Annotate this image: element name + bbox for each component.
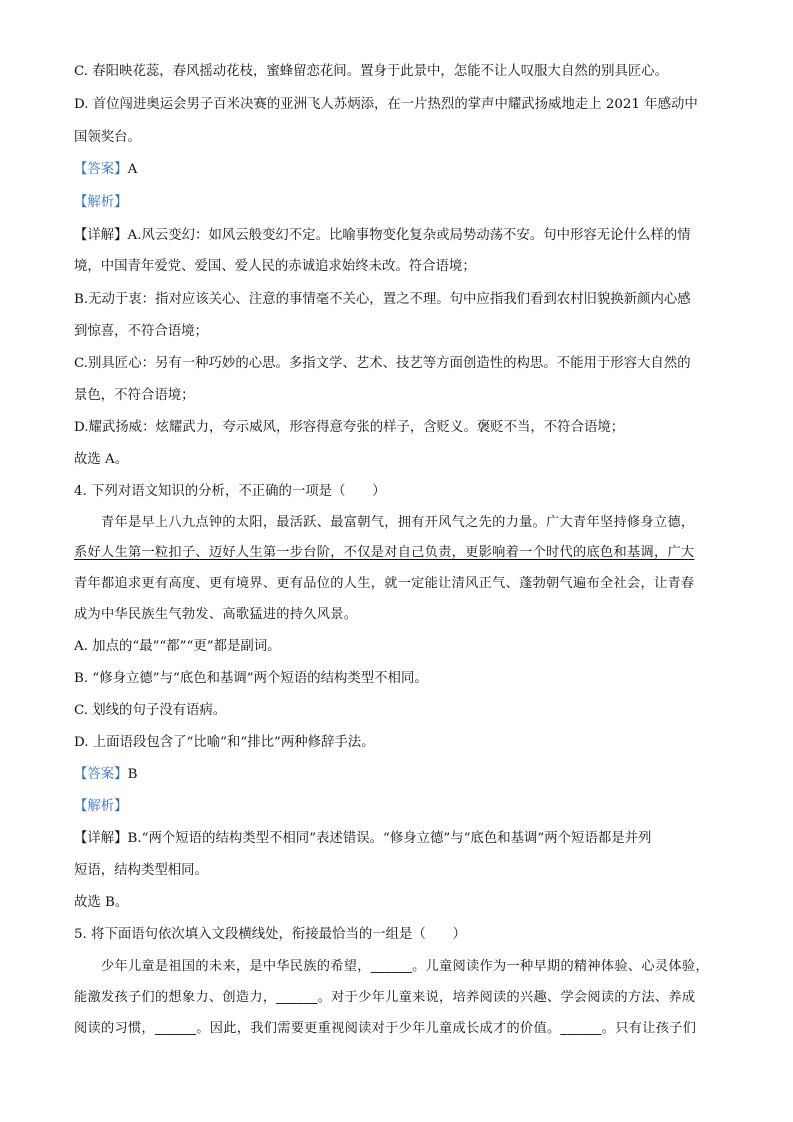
explanation-line: 境，中国青年爱党、爱国、爱人民的赤诚追求始终未改。符合语境； — [74, 259, 476, 274]
answer-line-q3 — [74, 160, 724, 180]
passage-line: 青年是早上八九点钟的太阳，最活跃、最富朝气，拥有开风气之先的力量。广大青年坚持修身立德， — [74, 515, 695, 530]
explanation-line: 【详解】A.风云变幻：如风云般变幻不定。比喻事物变化复杂或局势动荡不安。句中形容无论什么样的情 — [74, 228, 691, 243]
analysis-label: 【解析】 — [74, 799, 128, 814]
explanation-line: C.别具匠心：另有一种巧妙的心思。多指文学、艺术、技艺等方面创造性的构思。不能用于形容大自然的 — [74, 356, 691, 371]
explanation-line: 景色，不符合语境； — [74, 388, 195, 403]
explanation-line: D.耀武扬威：炫耀武力，夸示威风，形容得意夸张的样子，含贬义。褒贬不当，不符合语境； — [74, 420, 625, 435]
option-c-line: C. 划线的句子没有语病。 — [74, 703, 227, 718]
analysis-heading-q3 — [74, 193, 724, 213]
option-c-line: C. 春阳映花蕊，春风摇动花枝，蜜蜂留恋花间。置身于此景中，怎能不让人叹服大自然的别具匠心。 — [74, 64, 669, 79]
passage-line: 少年儿童是祖国的未来，是中华民族的希望，______。儿童阅读作为一种早期的精神体验、心灵体验， — [74, 959, 709, 974]
passage-line: 能激发孩子们的想象力、创造力，______。对于少年儿童来说，培养阅读的兴趣、学会阅读的方法、养成 — [74, 990, 696, 1005]
explanation-line: 到惊喜，不符合语境； — [74, 324, 208, 339]
analysis-heading-q4 — [74, 797, 724, 817]
explanation-line: B.无动于衷：指对应该关心、注意的事情毫不关心，置之不理。句中应指我们看到农村旧貌换新颜内心感 — [74, 292, 691, 307]
answer-line-q4 — [74, 765, 724, 785]
option-d-line: D. 首位闯进奥运会男子百米决赛的亚洲飞人苏炳添，在一片热烈的掌声中耀武扬威地走上 2021 年感动中 — [74, 97, 698, 112]
passage-line: 青年都追求更有高度、更有境界、更有品位的人生，就一定能让清风正气、蓬勃朝气遍布全社会，让青春 — [74, 576, 695, 591]
answer-value: B — [127, 767, 138, 782]
option-d-line-cont: 国领奖台。 — [74, 130, 141, 145]
option-b-line: B. “修身立德”与“底色和基调”两个短语的结构类型不相同。 — [74, 671, 428, 686]
conclusion-line: 故选 B。 — [74, 895, 129, 910]
passage-line-underlined: 系好人生第一粒扣子、迈好人生第一步台阶，不仅是对自己负责，更影响着一个时代的底色和基调，广大 — [74, 545, 695, 560]
explanation-line: 短语，结构类型相同。 — [74, 863, 208, 878]
option-d-line: D. 上面语段包含了“比喻”和“排比”两种修辞手法。 — [74, 735, 375, 750]
question-5-stem: 5. 将下面语句依次填入文段横线处，衔接最恰当的一组是（ ） — [74, 927, 466, 942]
answer-label: 【答案】 — [74, 162, 128, 177]
answer-value: A — [127, 162, 138, 177]
answer-label: 【答案】 — [74, 767, 128, 782]
explanation-line: 【详解】B.“两个短语的结构类型不相同”表述错误。“修身立德”与“底色和基调”两个短语都是并列 — [74, 831, 652, 846]
analysis-label: 【解析】 — [74, 195, 128, 210]
question-4-stem: 4. 下列对语文知识的分析，不正确的一项是（ ） — [74, 484, 386, 499]
option-a-line: A. 加点的“最”“都”“更”都是副词。 — [74, 639, 281, 654]
passage-line: 阅读的习惯，______。因此，我们需要更重视阅读对于少年儿童成长成才的价值。______。只有让孩子们 — [74, 1021, 697, 1036]
conclusion-line: 故选 A。 — [74, 452, 129, 467]
passage-line: 成为中华民族生气勃发、高歌猛进的持久风景。 — [74, 607, 358, 622]
